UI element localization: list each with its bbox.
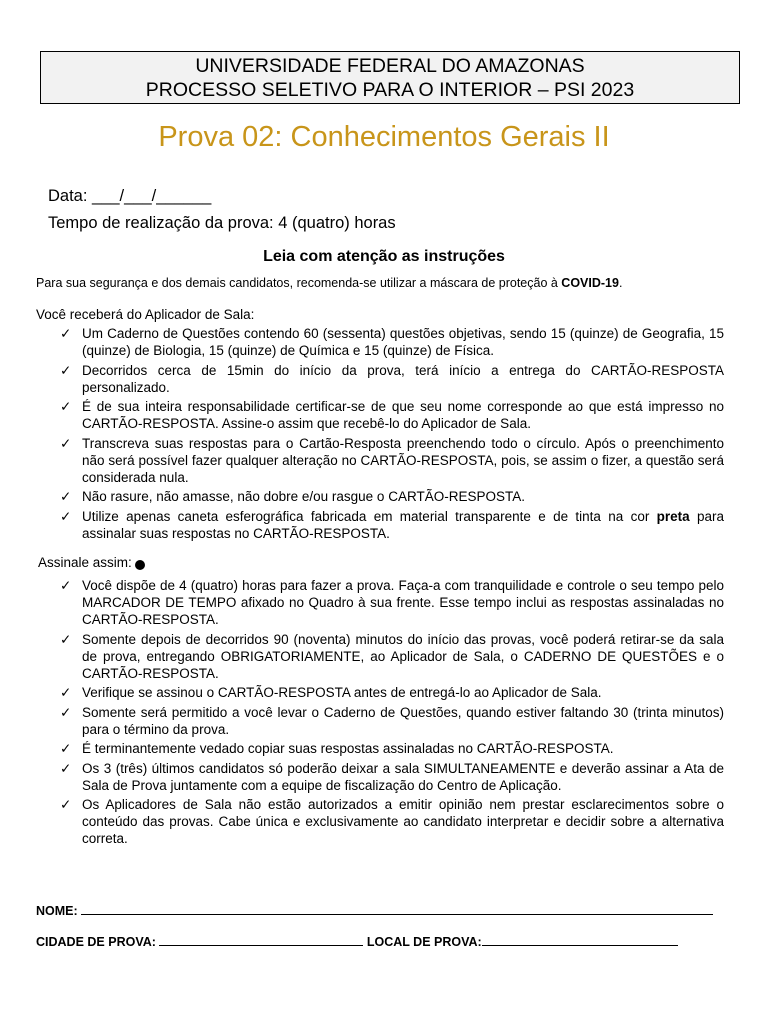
university-name: UNIVERSIDADE FEDERAL DO AMAZONAS (195, 54, 585, 77)
local-field[interactable] (482, 933, 678, 946)
list-item (60, 740, 724, 757)
instruction-list-1 (60, 325, 724, 544)
item-text: Os Aplicadores de Sala não estão autorizados a emitir opinião nem prestar esclarecimentos sobre o conteúdo das provas. Cabe única e exclusivamente ao candidato interpretar e decidir sobre a alternativa correta. (82, 797, 724, 846)
item-text: Transcreva suas respostas para o Cartão-Resposta preenchendo todo o círculo. Após o preenchimento não será possível fazer qualquer alteração no CARTÃO-RESPOSTA, pois, se assim o fizer, a questão será considerada nula. (82, 435, 724, 485)
check-icon: ✓ (60, 435, 72, 451)
safety-bold: COVID-19 (561, 276, 619, 290)
item-text-pre: Utilize apenas caneta esferográfica fabricada em material transparente e de tinta na cor (82, 508, 657, 524)
list-item (60, 704, 724, 738)
intro-text: Você receberá do Aplicador de Sala: (36, 307, 255, 322)
check-icon: ✓ (60, 760, 72, 776)
item-text: Não rasure, não amasse, não dobre e/ou rasgue o CARTÃO-RESPOSTA. (82, 489, 525, 504)
safety-text: Para sua segurança e dos demais candidatos, recomenda-se utilizar a máscara de proteção à (36, 276, 562, 290)
header-box (40, 51, 740, 104)
city-label: CIDADE DE PROVA: (36, 935, 156, 949)
safety-notice (36, 276, 622, 290)
safety-end: . (618, 276, 623, 290)
check-icon: ✓ (60, 508, 72, 524)
check-icon: ✓ (60, 685, 72, 700)
process-name: PROCESSO SELETIVO PARA O INTERIOR – PSI 2023 (145, 78, 635, 101)
check-icon: ✓ (60, 399, 72, 414)
item-text: Os 3 (três) últimos candidatos só poderão deixar a sala SIMULTANEAMENTE e deverão assinar a Ata de Sala de Prova juntamente com a equipe de fiscalização do Centro de Aplicação. (82, 760, 724, 793)
instruction-list-2 (60, 577, 724, 850)
item-text: É de sua inteira responsabilidade certificar-se de que seu nome corresponde ao que está impresso no CARTÃO-RESPOSTA. Assine-o assim que recebê-lo do Aplicador de Sala. (82, 399, 724, 431)
check-icon: ✓ (60, 578, 72, 593)
check-icon: ✓ (60, 741, 72, 756)
check-icon: ✓ (60, 797, 72, 812)
date-line: Data: ___/___/______ (48, 187, 212, 205)
list-item (60, 631, 724, 682)
duration-line: Tempo de realização da prova: 4 (quatro) horas (48, 214, 396, 232)
list-item (60, 796, 724, 847)
check-icon: ✓ (60, 704, 72, 720)
mark-label: Assinale assim: (38, 554, 132, 570)
item-text: Um Caderno de Questões contendo 60 (sessenta) questões objetivas, sendo 15 (quinze) de Geografia, 15 (quinze) de Biologia, 15 (quinze) de Química e 15 (quinze) de Física. (82, 326, 724, 358)
list-item (60, 488, 724, 505)
item-text (82, 508, 724, 542)
exam-title: Prova 02: Conhecimentos Gerais II (158, 121, 610, 153)
instructions-heading: Leia com atenção as instruções (263, 248, 505, 265)
item-text: Somente será permitido a você levar o Caderno de Questões, quando estiver faltando 30 (trinta minutos) para o término da prova. (82, 704, 724, 737)
mark-example (38, 554, 145, 570)
list-item (60, 760, 724, 794)
item-text-post: para assinalar suas respostas no CARTÃO-RESPOSTA. (82, 508, 724, 541)
item-text-bold: preta (656, 508, 690, 524)
check-icon: ✓ (60, 326, 72, 341)
list-item (60, 398, 724, 432)
item-text: Você dispõe de 4 (quatro) horas para fazer a prova. Faça-a com tranquilidade e controle o seu tempo pelo MARCADOR DE TEMPO afixado no Quadro à sua frente. Esse tempo inclui as respostas assinaladas no CARTÃO-RESPOSTA. (82, 578, 724, 627)
list-item (60, 325, 724, 359)
item-text: Somente depois de decorridos 90 (noventa) minutos do início das provas, você poderá retirar-se da sala de prova, entregando OBRIGATORIAMENTE, ao Aplicador de Sala, o CADERNO DE QUESTÕES e o CARTÃO-RESPOSTA. (82, 631, 724, 681)
list-item (60, 684, 724, 701)
city-field[interactable] (159, 933, 363, 946)
list-item (60, 362, 724, 396)
item-text: Verifique se assinou o CARTÃO-RESPOSTA antes de entregá-lo ao Aplicador de Sala. (82, 685, 602, 700)
list-item (60, 508, 724, 542)
filled-circle-icon (135, 560, 145, 570)
item-text: Decorridos cerca de 15min do início da prova, terá início a entrega do CARTÃO-RESPOSTA personalizado. (82, 362, 724, 395)
name-label: NOME: (36, 904, 78, 918)
check-icon: ✓ (60, 631, 72, 647)
name-field[interactable] (81, 902, 713, 915)
local-label: LOCAL DE PROVA: (366, 935, 482, 949)
item-text: É terminantemente vedado copiar suas respostas assinaladas no CARTÃO-RESPOSTA. (82, 741, 614, 756)
check-icon: ✓ (60, 362, 72, 378)
list-item (60, 435, 724, 486)
check-icon: ✓ (60, 489, 72, 504)
name-field-row (36, 902, 713, 918)
list-item (60, 577, 724, 628)
city-local-row (36, 933, 678, 949)
